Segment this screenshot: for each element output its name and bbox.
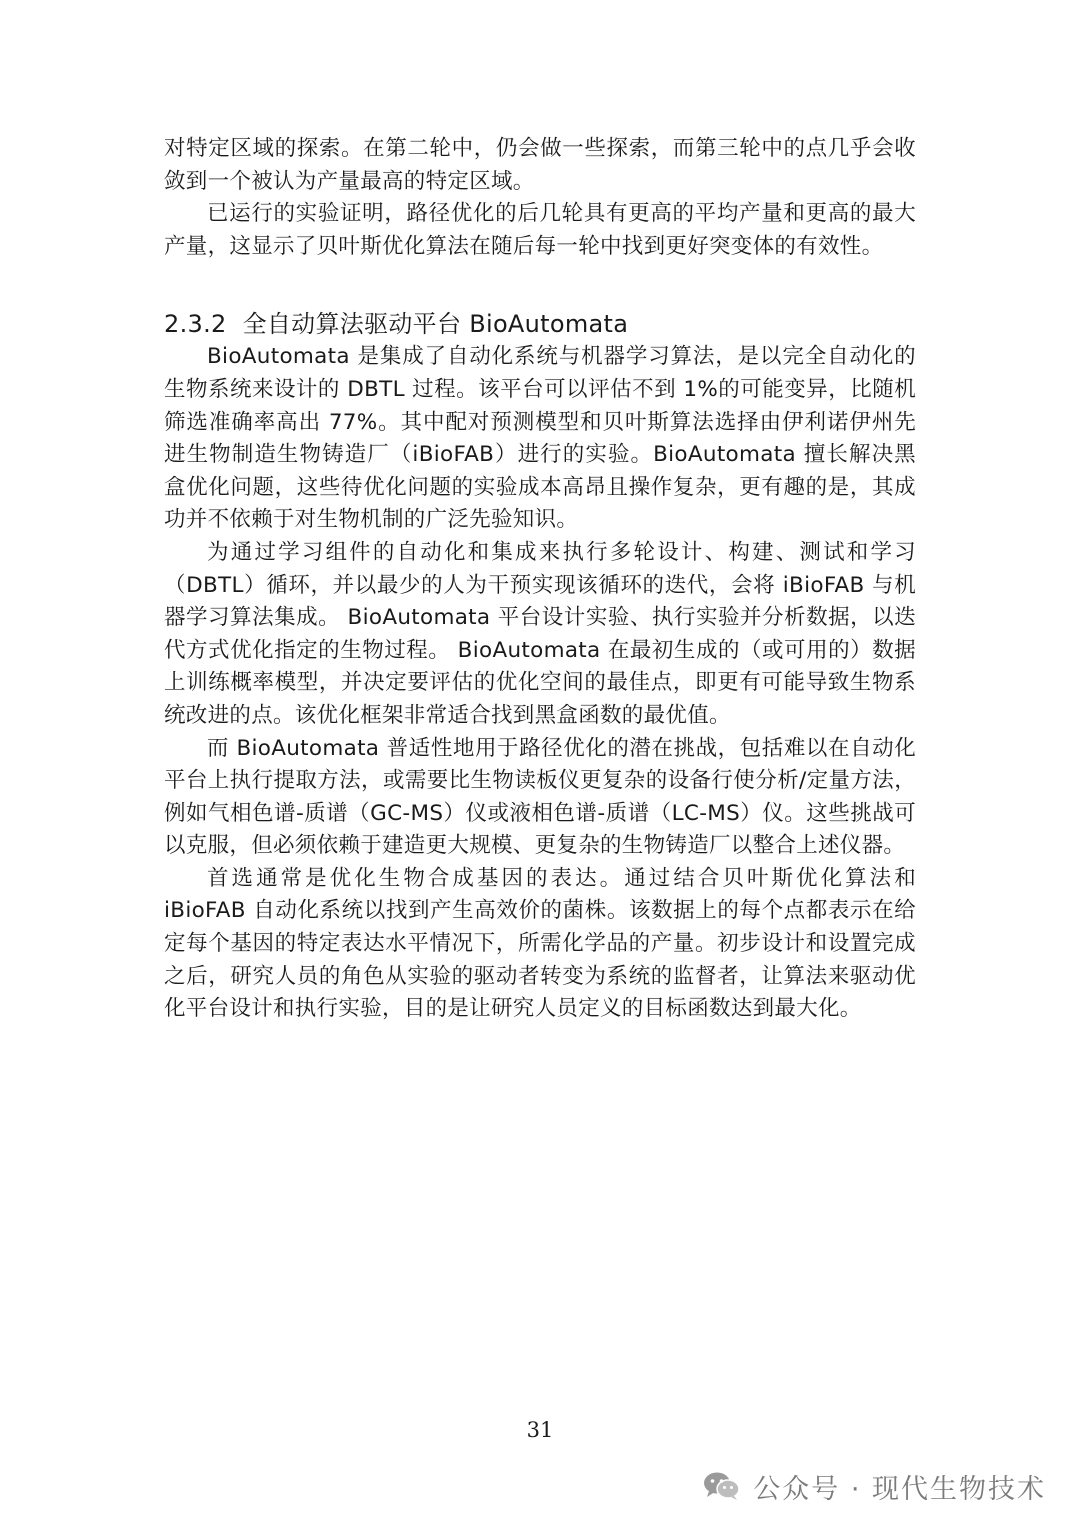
watermark bbox=[703, 1466, 1046, 1506]
paragraph: 已运行的实验证明，路径优化的后几轮具有更高的平均产量和更高的最大产量，这显示了贝叶斯优化算法在随后每一轮中找到更好突变体的有效性。 bbox=[164, 201, 916, 259]
paragraph: 首选通常是优化生物合成基因的表达。通过结合贝叶斯优化算法和 iBioFAB 自动化系统以找到产生高效价的菌株。该数据上的每个点都表示在给定每个基因的特定表达水平情况下，所需化学品的产量。初步设计和设置完成之后，研究人员的角色从实验的驱动者转变为系统的监督者，让算法来驱动优化平台设计和执行实验，目的是让研究人员定义的目标函数达到最大化。 bbox=[164, 865, 916, 1022]
section-heading bbox=[164, 307, 916, 341]
paragraph: 为通过学习组件的自动化和集成来执行多轮设计、构建、测试和学习（DBTL）循环，并以最少的人为干预实现该循环的迭代，会将 iBioFAB 与机器学习算法集成。 BioAutomata 平台设计实验、执行实验并分析数据，以迭代方式优化指定的生物过程。 BioAutomata 在最初生成的（或可用的）数据上训练概率模型，并决定要评估的优化空间的最佳点，即更有可能导致生物系统改进的点。该优化框架非常适合找到黑盒函数的最优值。 bbox=[164, 539, 916, 728]
section-number: 2.3.2 bbox=[164, 310, 227, 339]
paragraph: BioAutomata 是集成了自动化系统与机器学习算法，是以完全自动化的生物系统来设计的 DBTL 过程。该平台可以评估不到 1%的可能变异，比随机筛选准确率高出 77%。其中配对预测模型和贝叶斯算法选择由伊利诺伊州先进生物制造生物铸造厂（iBioFAB）进行的实验。BioAutomata 擅长解决黑盒优化问题，这些待优化问题的实验成本高昂且操作复杂，更有趣的是，其成功并不依赖于对生物机制的广泛先验知识。 bbox=[164, 344, 916, 533]
page-content bbox=[164, 133, 916, 1026]
watermark-text: 公众号 · 现代生物技术 bbox=[753, 1473, 1046, 1505]
section-title: 全自动算法驱动平台 BioAutomata bbox=[242, 310, 629, 339]
page-number: 31 bbox=[526, 1418, 554, 1442]
paragraph: 而 BioAutomata 普适性地用于路径优化的潜在挑战，包括难以在自动化平台上执行提取方法，或需要比生物读板仪更复杂的设备行使分析/定量方法，例如气相色谱-质谱（GC-MS）仪或液相色谱-质谱（LC-MS）仪。这些挑战可以克服，但必须依赖于建造更大规模、更复杂的生物铸造厂以整合上述仪器。 bbox=[164, 735, 916, 859]
wechat-icon bbox=[703, 1471, 741, 1501]
paragraph: 对特定区域的探索。在第二轮中，仍会做一些探索，而第三轮中的点几乎会收敛到一个被认为产量最高的特定区域。 bbox=[164, 136, 916, 194]
